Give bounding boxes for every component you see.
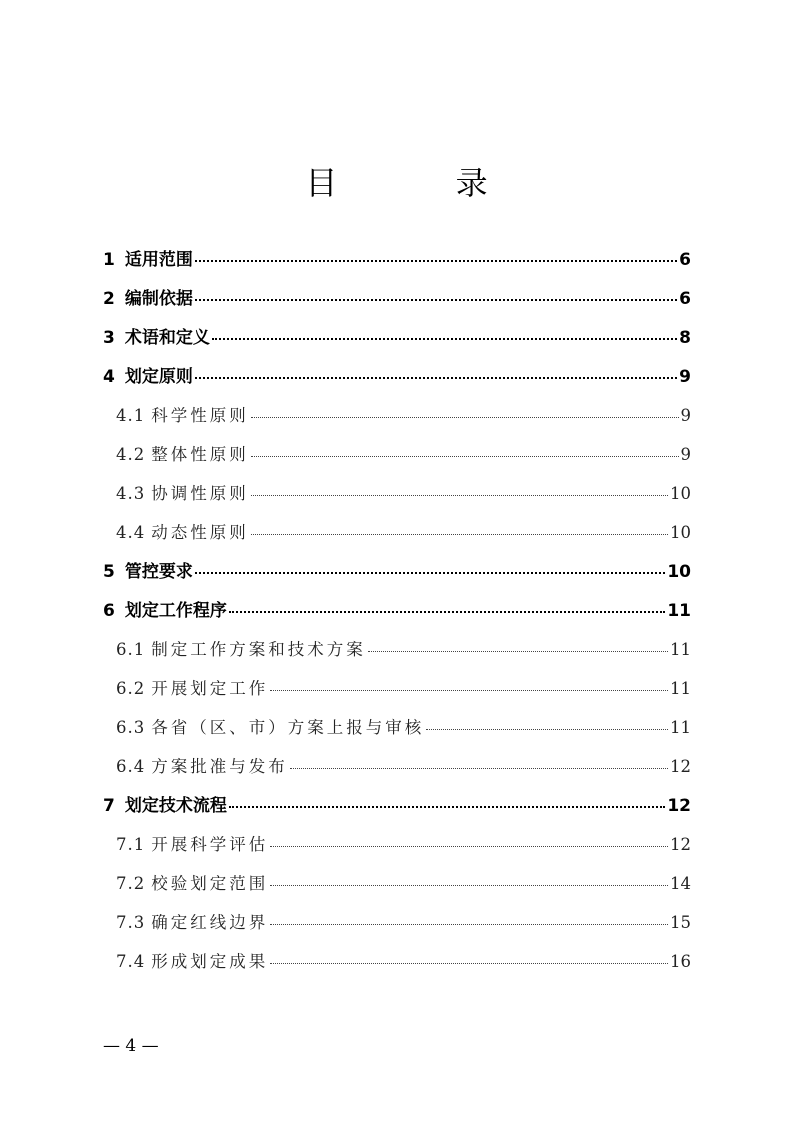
- toc-entry-number: 7.1: [116, 835, 146, 854]
- toc-entry-label: 方案批准与发布: [151, 757, 288, 776]
- toc-entry-label: 适用范围: [124, 250, 193, 270]
- toc-dot-leader: [229, 611, 665, 613]
- toc-dot-leader: [270, 690, 668, 691]
- toc-entry-subsection[interactable]: [103, 710, 691, 749]
- toc-dot-leader: [251, 456, 679, 457]
- table-of-contents: [103, 242, 691, 983]
- toc-entry-number: 4.4: [116, 523, 146, 542]
- toc-entry-number: 6.1: [116, 640, 146, 659]
- toc-dot-leader: [195, 260, 677, 262]
- toc-entry-label: 确定红线边界: [151, 913, 269, 932]
- toc-dot-leader: [368, 651, 668, 652]
- toc-entry-section[interactable]: [103, 281, 691, 320]
- toc-entry-page-number: 12: [670, 835, 691, 854]
- toc-entry-subsection[interactable]: [103, 476, 691, 515]
- toc-entry-subsection[interactable]: [103, 749, 691, 788]
- toc-entry-number: 1: [103, 250, 115, 270]
- toc-entry-number: 3: [103, 328, 115, 348]
- toc-entry-page-number: 10: [670, 523, 691, 542]
- toc-entry-page-number: 12: [667, 796, 691, 816]
- toc-entry-page-number: 9: [680, 445, 691, 464]
- toc-entry-label: 编制依据: [124, 289, 193, 309]
- toc-entry-page-number: 10: [667, 562, 691, 582]
- toc-entry-label: 协调性原则: [151, 484, 249, 503]
- toc-entry-page-number: 8: [679, 328, 691, 348]
- toc-dot-leader: [426, 729, 668, 730]
- toc-entry-page-number: 11: [667, 601, 691, 621]
- toc-entry-page-number: 16: [670, 952, 691, 971]
- toc-entry-subsection[interactable]: [103, 437, 691, 476]
- toc-entry-label: 各省（区、市）方案上报与审核: [151, 718, 425, 737]
- toc-entry-label: 划定原则: [124, 367, 193, 387]
- toc-entry-label: 校验划定范围: [151, 874, 269, 893]
- toc-entry-page-number: 6: [679, 289, 691, 309]
- toc-entry-number: 4: [103, 367, 115, 387]
- toc-entry-subsection[interactable]: [103, 827, 691, 866]
- toc-entry-page-number: 9: [680, 406, 691, 425]
- toc-entry-page-number: 11: [670, 679, 691, 698]
- toc-dot-leader: [251, 417, 679, 418]
- toc-entry-subsection[interactable]: [103, 632, 691, 671]
- toc-entry-page-number: 11: [670, 640, 691, 659]
- toc-dot-leader: [195, 299, 677, 301]
- toc-dot-leader: [270, 924, 668, 925]
- toc-dot-leader: [270, 963, 668, 964]
- toc-entry-subsection[interactable]: [103, 866, 691, 905]
- toc-entry-subsection[interactable]: [103, 398, 691, 437]
- toc-dot-leader: [251, 534, 668, 535]
- toc-entry-label: 整体性原则: [151, 445, 249, 464]
- toc-entry-number: 6: [103, 601, 115, 621]
- toc-entry-label: 开展划定工作: [151, 679, 269, 698]
- toc-entry-number: 5: [103, 562, 115, 582]
- toc-entry-section[interactable]: [103, 593, 691, 632]
- page-number-footer: — 4 —: [103, 1036, 159, 1056]
- toc-entry-label: 术语和定义: [124, 328, 210, 348]
- toc-dot-leader: [195, 377, 677, 379]
- toc-dot-leader: [270, 846, 668, 847]
- toc-entry-number: 2: [103, 289, 115, 309]
- toc-entry-label: 动态性原则: [151, 523, 249, 542]
- toc-entry-page-number: 12: [670, 757, 691, 776]
- toc-entry-page-number: 11: [670, 718, 691, 737]
- toc-entry-section[interactable]: [103, 788, 691, 827]
- toc-entry-subsection[interactable]: [103, 515, 691, 554]
- toc-entry-label: 划定工作程序: [124, 601, 227, 621]
- toc-dot-leader: [251, 495, 668, 496]
- toc-entry-number: 4.3: [116, 484, 146, 503]
- toc-entry-number: 7.3: [116, 913, 146, 932]
- toc-entry-number: 7.2: [116, 874, 146, 893]
- toc-entry-section[interactable]: [103, 320, 691, 359]
- toc-dot-leader: [229, 806, 665, 808]
- toc-dot-leader: [270, 885, 668, 886]
- toc-entry-label: 制定工作方案和技术方案: [151, 640, 366, 659]
- toc-entry-label: 形成划定成果: [151, 952, 269, 971]
- toc-entry-page-number: 15: [670, 913, 691, 932]
- toc-entry-number: 6.3: [116, 718, 146, 737]
- toc-dot-leader: [290, 768, 668, 769]
- toc-entry-label: 开展科学评估: [151, 835, 269, 854]
- toc-entry-label: 划定技术流程: [124, 796, 227, 816]
- toc-entry-number: 6.2: [116, 679, 146, 698]
- toc-entry-number: 7: [103, 796, 115, 816]
- toc-entry-page-number: 10: [670, 484, 691, 503]
- toc-entry-section[interactable]: [103, 554, 691, 593]
- toc-entry-page-number: 14: [670, 874, 691, 893]
- toc-entry-subsection[interactable]: [103, 905, 691, 944]
- toc-entry-section[interactable]: [103, 242, 691, 281]
- toc-entry-number: 4.1: [116, 406, 146, 425]
- toc-dot-leader: [212, 338, 677, 340]
- toc-entry-page-number: 6: [679, 250, 691, 270]
- toc-entry-subsection[interactable]: [103, 944, 691, 983]
- toc-entry-number: 7.4: [116, 952, 146, 971]
- toc-dot-leader: [195, 572, 665, 574]
- toc-entry-label: 科学性原则: [151, 406, 249, 425]
- toc-entry-number: 4.2: [116, 445, 146, 464]
- toc-entry-section[interactable]: [103, 359, 691, 398]
- toc-entry-label: 管控要求: [124, 562, 193, 582]
- toc-entry-subsection[interactable]: [103, 671, 691, 710]
- toc-entry-page-number: 9: [679, 367, 691, 387]
- toc-entry-number: 6.4: [116, 757, 146, 776]
- page-title: 目 录: [305, 164, 542, 202]
